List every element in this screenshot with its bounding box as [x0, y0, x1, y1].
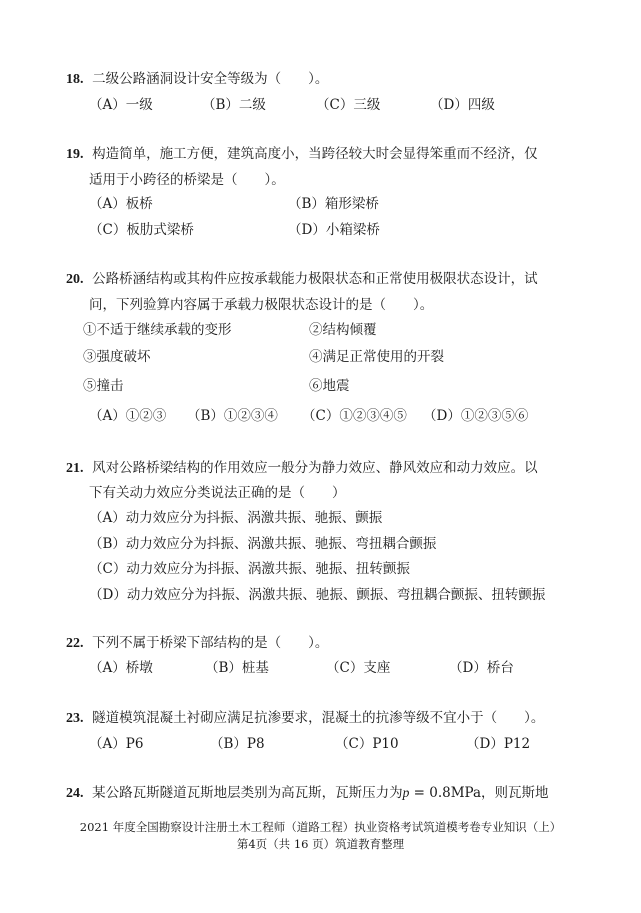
option-d: （D）四级 [430, 97, 495, 113]
option-a: （A）P6 [89, 736, 144, 752]
question-number: 20. [66, 272, 84, 287]
question-number: 19. [66, 147, 84, 162]
option-b: （B）桩基 [205, 660, 269, 676]
question-19-stem: 19. 构造简单，施工方便，建筑高度小，当跨径较大时会显得笨重而不经济，仅 [66, 146, 538, 162]
statement-item: ⑤撞击 [83, 378, 124, 394]
option-c: （C）三级 [316, 97, 381, 113]
option-b: （B）P8 [210, 736, 265, 752]
option-c: （C）①②③④⑤ [302, 408, 407, 424]
question-18-stem: 18. 二级公路涵洞设计安全等级为（ ）。 [66, 71, 329, 87]
option-d: （D）小箱梁桥 [288, 222, 380, 238]
question-22-stem: 22. 下列不属于桥梁下部结构的是（ ）。 [66, 635, 329, 651]
page-footer-title: 2021 年度全国勘察设计注册土木工程师（道路工程）执业资格考试筑道模考卷专业知识（上） [79, 820, 562, 834]
option-d: （D）桥台 [449, 660, 514, 676]
option-d: （D）①②③⑤⑥ [423, 408, 529, 424]
option-b: （B）箱形梁桥 [288, 196, 379, 212]
statement-item: ⑥地震 [309, 378, 350, 394]
option-c: （C）支座 [326, 660, 391, 676]
question-20-stem: 20. 公路桥涵结构或其构件应按承载能力极限状态和正常使用极限状态设计，试 [66, 271, 538, 287]
question-21-stem: 21. 风对公路桥梁结构的作用效应一般分为静力效应、静风效应和动力效应。以 [66, 460, 538, 476]
option-b: （B）①②③④ [187, 408, 278, 424]
question-21-stem-cont: 下有关动力效应分类说法正确的是（ ） [89, 485, 346, 501]
question-20-stem-cont: 问，下列验算内容属于承载力极限状态设计的是（ ）。 [89, 297, 434, 313]
option-a: （A）板桥 [89, 196, 153, 212]
option-d: （D）P12 [466, 736, 531, 752]
option-c: （C）P10 [335, 736, 399, 752]
option-a: （A）①②③ [89, 408, 167, 424]
option-b: （B）动力效应分为抖振、涡激共振、驰振、弯扭耦合颤振 [89, 536, 437, 552]
statement-item: ④满足正常使用的开裂 [309, 349, 444, 365]
question-number: 24. [66, 786, 84, 801]
question-number: 23. [66, 711, 84, 726]
option-a: （A）一级 [89, 97, 153, 113]
statement-item: ③强度破坏 [83, 349, 151, 365]
question-19-stem-cont: 适用于小跨径的桥梁是（ ）。 [89, 172, 285, 188]
statement-item: ①不适于继续承载的变形 [83, 322, 232, 338]
math-variable: p [402, 785, 410, 800]
option-d: （D）动力效应分为抖振、涡激共振、驰振、颤振、弯扭耦合颤振、扭转颤振 [89, 587, 546, 603]
page-footer-pagenum: 第4页（共 16 页）筑道教育整理 [236, 837, 405, 851]
question-24-stem: 24. 某公路瓦斯隧道瓦斯地层类别为高瓦斯，瓦斯压力为p = 0.8MPa，则瓦斯地 [66, 785, 549, 801]
option-c: （C）板肋式梁桥 [89, 222, 194, 238]
question-number: 21. [66, 461, 84, 476]
statement-item: ②结构倾覆 [309, 322, 377, 338]
option-b: （B）二级 [202, 97, 266, 113]
question-23-stem: 23. 隧道模筑混凝土衬砌应满足抗渗要求，混凝土的抗渗等级不宜小于（ ）。 [66, 710, 545, 726]
option-c: （C）动力效应分为抖振、涡激共振、驰振、扭转颤振 [89, 561, 410, 577]
option-a: （A）桥墩 [89, 660, 153, 676]
question-number: 22. [66, 636, 84, 651]
option-a: （A）动力效应分为抖振、涡激共振、驰振、颤振 [89, 510, 383, 526]
question-number: 18. [66, 72, 84, 87]
